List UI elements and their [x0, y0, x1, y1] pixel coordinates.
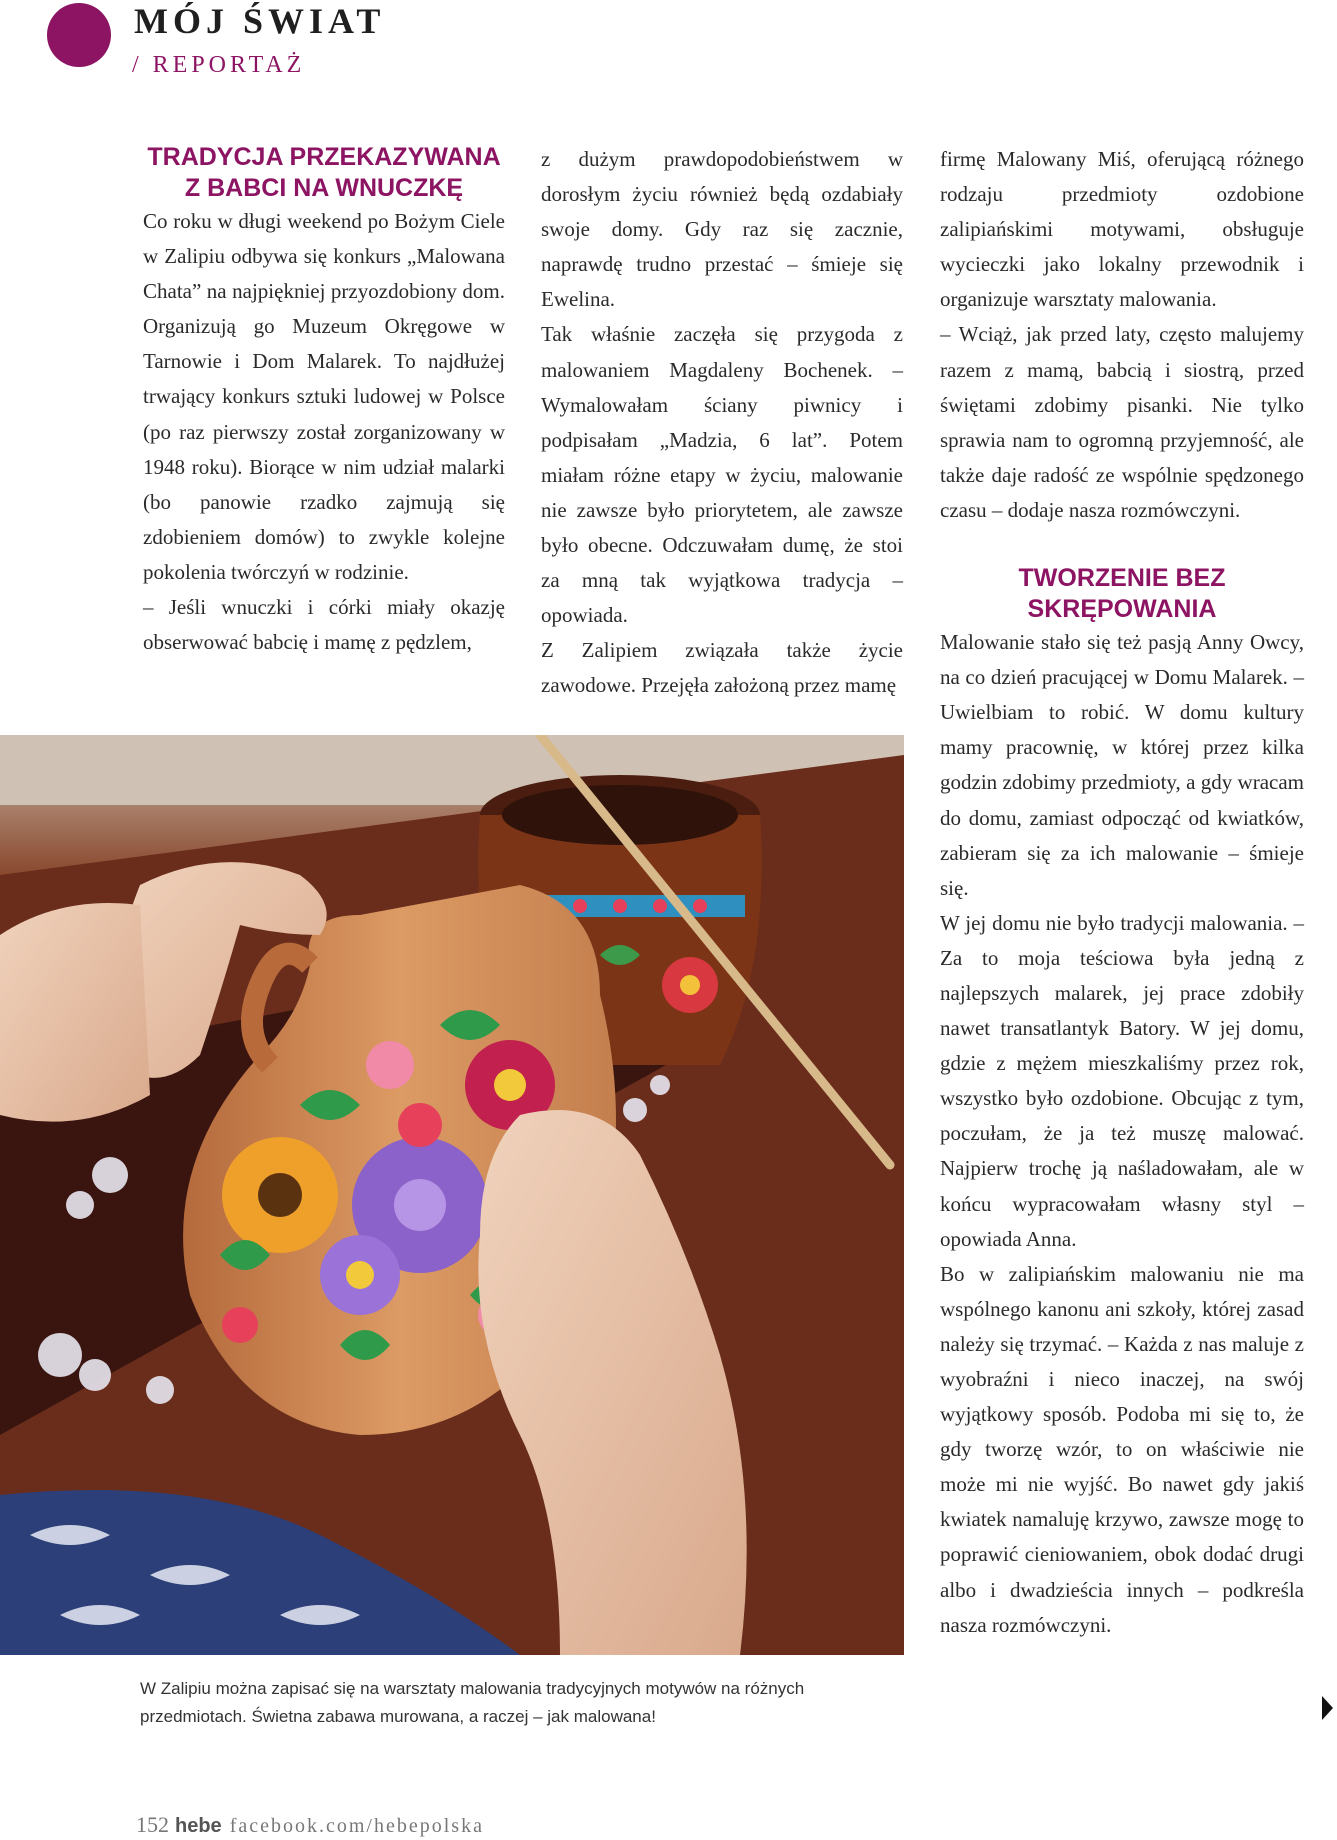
paragraph: Co roku w długi weekend po Bożym Ciele w Zalipiu odbywa się konkurs „Malowana Chata” na najpiękniej przyozdobiony dom. Organizują go Muzeum Okręgowe w Tarnowie i Dom Malarek. To najdłużej trwający konkurs sztuki ludowej w Polsce (po raz pierwszy został zorganizowany w 1948 roku). Biorące w nim udział malarki (bo panowie rzadko zajmują się zdobieniem domów) to zwykle kolejne pokolenia twórczyń w rodzinie.: [143, 209, 505, 584]
photo-caption: W Zalipiu można zapisać się na warsztaty malowania tradycyjnych motywów na różnych przedmiotach. Świetna zabawa murowana, a raczej – jak malowana!: [140, 1679, 805, 1726]
paragraph: Bo w zalipiańskim malowaniu nie ma wspólnego kanonu ani szkoły, której zasad należy się trzymać. – Każda z nas maluje z wyobraźni i nieco inaczej, na swój wyjątkowy sposób. Podoba mi się to, że gdy tworzę wzór, to on właściwie nie może mi nie wyjść. Bo nawet gdy jakiś kwiatek namaluję krzywo, zawsze mogę to poprawić cieniowaniem, obok dodać drugi albo i dwadzieścia innych – podkreśla nasza rozmówczyni.: [940, 1261, 1304, 1637]
article-column-1: [143, 142, 505, 660]
next-page-arrow-icon: [1322, 1696, 1333, 1720]
paragraph: Tak właśnie zaczęła się przygoda z malowaniem Magdaleny Bochenek. – Wymalowałam ściany piwnicy i podpisałam „Madzia, 6 lat”. Potem miałam różne etapy w życiu, malowanie nie zawsze było priorytetem, ale zawsze było obecne. Odczuwałam dumę, że stoi za mną tak wyjątkowa tradycja – opowiada.: [541, 322, 903, 628]
paragraph: – Wciąż, jak przed laty, często malujemy razem z mamą, babcią i siostrą, przed świętami zdobimy pisanki. Nie tylko sprawia nam to ogromną przyjemność, ale także daje radość ze wspólnie spędzonego czasu – dodaje nasza rozmówczyni.: [940, 322, 1304, 522]
paragraph: Z Zalipiem związała także życie zawodowe. Przejęła założoną przez mamę: [541, 638, 903, 698]
facebook-link[interactable]: facebook.com/hebepolska: [229, 1815, 484, 1837]
article-column-2: [541, 142, 903, 704]
section-badge: [47, 3, 111, 67]
paragraph: W jej domu nie było tradycji malowania. – Za to moja teściowa była jedną z najlepszych malarek, jej prace zdobiły nawet transatlantyk Batory. W jej domu, gdzie z mężem mieszkaliśmy przez rok, wszystko było ozdobione. Obcując z tym, poczułam, że ja też muszę malować. Najpierw trochę ją naśladowałam, ale w końcu wypracowałam własny styl – opowiada Anna.: [940, 910, 1304, 1251]
heading-tradition: TRADYCJA PRZEKAZYWANA Z BABCI NA WNUCZKĘ: [147, 143, 501, 202]
paragraph: firmę Malowany Miś, oferującą różnego rodzaju przedmioty ozdobione zalipiańskimi motywami, obsługuje wycieczki jako lokalny przewodnik i organizuje warsztaty malowania.: [940, 147, 1304, 312]
section-title: MÓJ ŚWIAT: [134, 1, 386, 41]
section-subtitle: / REPORTAŻ: [132, 52, 306, 78]
brand-logo: hebe: [175, 1815, 222, 1837]
article-photo: [0, 735, 904, 1655]
article-column-3: [940, 142, 1304, 1643]
paragraph: z dużym prawdopodobieństwem w dorosłym życiu również będą ozdabiały swoje domy. Gdy raz się zacznie, naprawdę trudno przestać – śmieje się Ewelina.: [541, 147, 903, 312]
page-footer: [136, 1812, 484, 1838]
paragraph: – Jeśli wnuczki i córki miały okazję obserwować babcię i mamę z pędzlem,: [143, 595, 505, 655]
heading-creating: TWORZENIE BEZ SKRĘPOWANIA: [1018, 564, 1226, 624]
page-number: 152: [136, 1812, 169, 1837]
paragraph: Malowanie stało się też pasją Anny Owcy, na co dzień pracującej w Domu Malarek. – Uwielbiam to robić. W domu kultury mamy pracownię, w której przez kilka godzin zdobimy przedmioty, a gdy wracam do domu, zamiast odpocząć od kwiatków, zabieram się za ich malowanie – śmieje się.: [940, 630, 1304, 900]
